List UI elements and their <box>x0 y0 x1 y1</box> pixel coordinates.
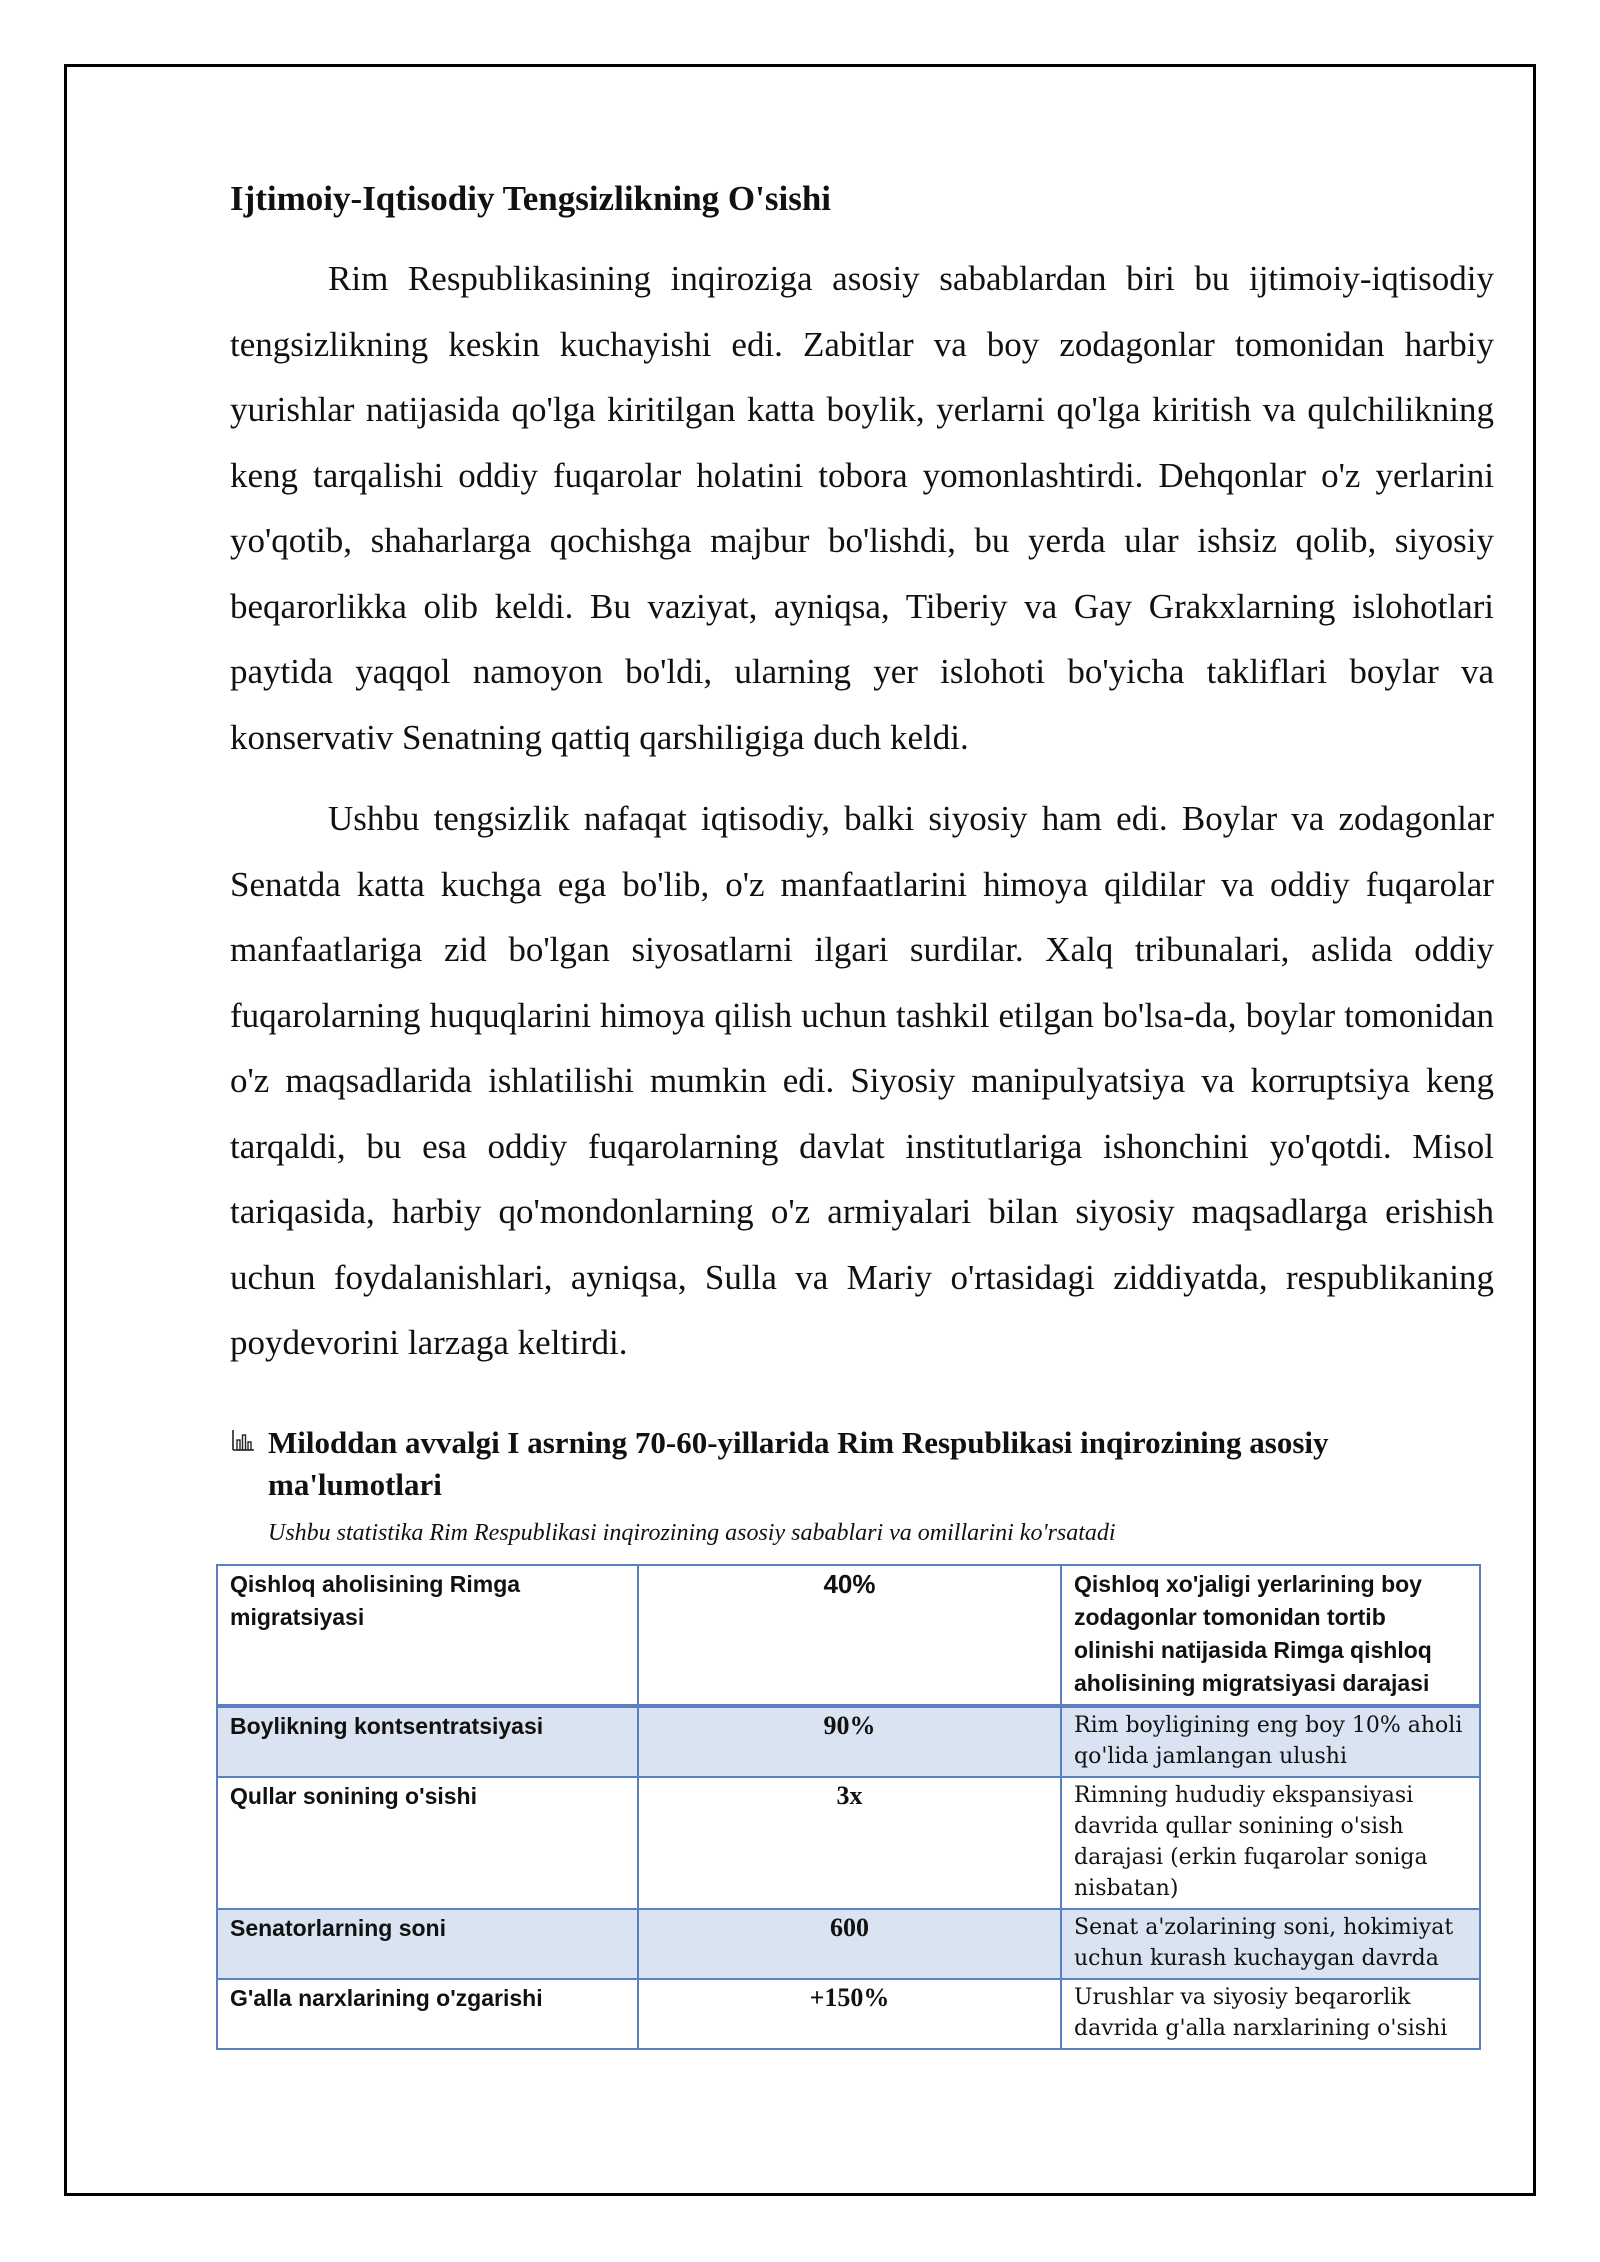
table-row <box>217 1706 1480 1777</box>
document-content <box>230 170 1494 2050</box>
row-name: Qishloq aholisining Rimga migratsiyasi <box>217 1565 638 1706</box>
stats-subtitle: Ushbu statistika Rim Respublikasi inqirozining asosiy sabablari va omillarini ko'rsatadi <box>268 1519 1116 1546</box>
table-row <box>217 1979 1480 2049</box>
stats-table <box>216 1564 1481 2050</box>
paragraph-1: Rim Respublikasining inqiroziga asosiy sabablardan biri bu ijtimoiy-iqtisodiy tengsizlikning keskin kuchayishi edi. Zabitlar va boy zodagonlar tomonidan harbiy yurishlar natijasida qo'lga kiritilgan katta boylik, yerlarni qo'lga kiritish va qulchilikning keng tarqalishi oddiy fuqarolar holatini tobora yomonlashtirdi. Dehqonlar o'z yerlarini yo'qotib, shaharlarga qochishga majbur bo'lishdi, bu yerda ular ishsiz qolib, siyosiy beqarorlikka olib keldi. Bu vaziyat, ayniqsa, Tiberiy va Gay Grakxlarning islohotlari paytida yaqqol namoyon bo'ldi, ularning yer islohoti bo'yicha takliflari boylar va konservativ Senatning qattiq qarshiligiga duch keldi. <box>230 259 1494 757</box>
stats-title <box>230 1422 1494 1506</box>
row-value: 3x <box>638 1777 1061 1909</box>
section-heading: Ijtimoiy-Iqtisodiy Tengsizlikning O'sishi <box>230 179 832 218</box>
row-description: Senat a'zolarining soni, hokimiyat uchun kurash kuchaygan davrda <box>1061 1909 1480 1979</box>
row-value: +150% <box>638 1979 1061 2049</box>
row-description: Rimning hududiy ekspansiyasi davrida qullar sonining o'sish darajasi (erkin fuqarolar soniga nisbatan) <box>1061 1777 1480 1909</box>
stats-title-text: Miloddan avvalgi I asrning 70-60-yillarida Rim Respublikasi inqirozining asosiy ma'lumotlari <box>268 1424 1329 1502</box>
row-value: 600 <box>638 1909 1061 1979</box>
table-row <box>217 1565 1480 1706</box>
bar-chart-icon <box>230 1422 260 1506</box>
row-name: G'alla narxlarining o'zgarishi <box>217 1979 638 2049</box>
table-row <box>217 1777 1480 1909</box>
row-value: 40% <box>638 1565 1061 1706</box>
row-description: Qishloq xo'jaligi yerlarining boy zodagonlar tomonidan tortib olinishi natijasida Rimga qishloq aholisining migratsiyasi darajasi <box>1061 1565 1480 1706</box>
row-value: 90% <box>638 1706 1061 1777</box>
row-name: Qullar sonining o'sishi <box>217 1777 638 1909</box>
row-name: Boylikning kontsentratsiyasi <box>217 1706 638 1777</box>
table-row <box>217 1909 1480 1979</box>
row-name: Senatorlarning soni <box>217 1909 638 1979</box>
paragraph-2: Ushbu tengsizlik nafaqat iqtisodiy, balki siyosiy ham edi. Boylar va zodagonlar Senatda katta kuchga ega bo'lib, o'z manfaatlarini himoya qildilar va oddiy fuqarolar manfaatlariga zid bo'lgan siyosatlarni ilgari surdilar. Xalq tribunalari, aslida oddiy fuqarolarning huquqlarini himoya qilish uchun tashkil etilgan bo'lsa-da, boylar tomonidan o'z maqsadlarida ishlatilishi mumkin edi. Siyosiy manipulyatsiya va korruptsiya keng tarqaldi, bu esa oddiy fuqarolarning davlat institutlariga ishonchini yo'qotdi. Misol tariqasida, harbiy qo'mondonlarning o'z armiyalari bilan siyosiy maqsadlarga erishish uchun foydalanishlari, ayniqsa, Sulla va Mariy o'rtasidagi ziddiyatda, respublikaning poydevorini larzaga keltirdi. <box>230 799 1494 1362</box>
row-description: Urushlar va siyosiy beqarorlik davrida g'alla narxlarining o'sishi <box>1061 1979 1480 2049</box>
row-description: Rim boyligining eng boy 10% aholi qo'lida jamlangan ulushi <box>1061 1706 1480 1777</box>
